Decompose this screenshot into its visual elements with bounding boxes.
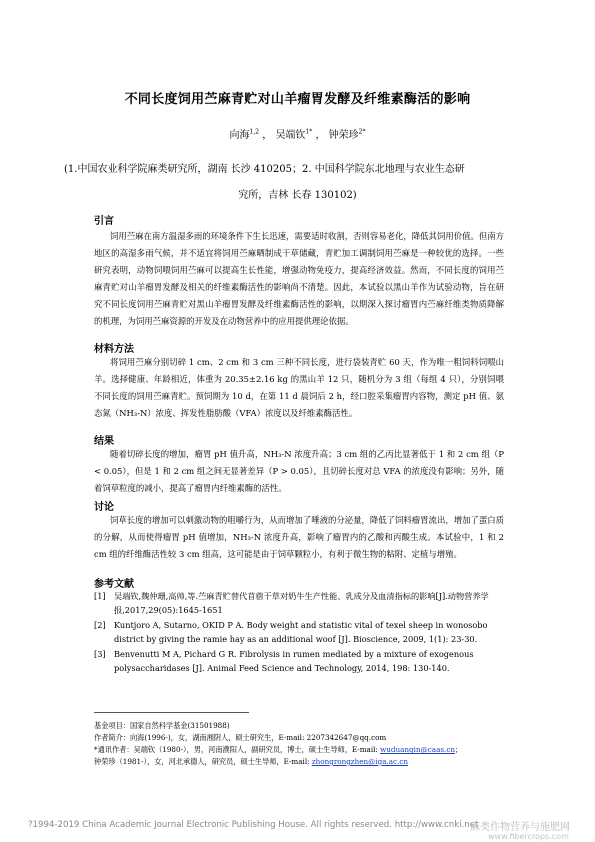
reference-item: [94, 647, 504, 675]
footnote-corresponding-2: [94, 756, 524, 768]
author-name: 吴端钦: [275, 130, 306, 141]
affiliation-line-2: 究所，吉林 长春 130102): [238, 190, 357, 201]
copyright-notice: ?1994-2019 China Academic Journal Electronic Publishing House. All rights reserved. http://www.cnki.net: [28, 820, 479, 830]
methods-paragraph: 将饲用苎麻分别切碎 1 cm、2 cm 和 3 cm 三种不同长度，进行袋装青贮 60 天，作为唯一粗饲料饲喂山羊。选择健康、年龄相近，体重为 20.35±2.16 kg 的黑山羊 12 只，随机分为 3 组（每组 4 只），分别饲喂不同长度的饲用苎麻青贮。预饲期为 10 d，在第 11 d 晨饲后 2 h，经口腔采集瘤胃内容物，测定 pH 值、氨态氮（NH₃-N）浓度、挥发性脂肪酸（VFA）浓度以及纤维素酶活性。: [94, 357, 504, 418]
site-watermark-url: www.fibercrops.com: [488, 832, 569, 841]
results-paragraph: 随着切碎长度的增加，瘤胃 pH 值升高，NH₃-N 浓度升高；3 cm 组的乙丙比显著低于 1 和 2 cm 组（P < 0.05），但是 1 和 2 cm 组之间无显著差异（P > 0.05），且切碎长度对总 VFA 的浓度没有影响；另外，随着饲草粒度的减小，提高了瘤胃内纤维素酶的活性。: [94, 449, 504, 493]
email-link[interactable]: zhongrongzhen@iga.ac.cn: [311, 757, 409, 766]
section-heading-results: 结果: [94, 436, 114, 447]
section-heading-methods: 材料方法: [94, 344, 134, 355]
footnote-corr1-suffix: ；: [455, 745, 463, 754]
email-link[interactable]: wuduanqin@caas.cn: [380, 745, 455, 754]
footnote-corr2-text: 钟荣珍（1981-），女，河北承德人，研究员，硕士生导师，E-mail:: [94, 757, 312, 766]
author-separator: ，: [262, 130, 273, 141]
footnote-corr1-text: *通讯作者：吴端钦（1980-），男，河南濮阳人，副研究员，博士，硕士生导师，E-mail:: [94, 745, 381, 754]
section-heading-references: 参考文献: [94, 579, 134, 590]
intro-paragraph: 饲用苎麻在南方温湿多雨的环境条件下生长迅速，需要适时收割，否则容易老化，降低其饲用价值。但南方地区的高湿多雨气候，并不适宜将饲用苎麻晒制成干草储藏，青贮加工调制饲用苎麻是一种较优的选择。一些研究表明，动物饲喂饲用苎麻可以提高生长性能，增强动物免疫力，提高经济效益。然而，不同长度的饲用苎麻青贮对山羊瘤胃发酵及相关的纤维素酶活性的影响尚不清楚。因此，本试验以黑山羊作为试验动物，旨在研究不同长度饲用苎麻青贮对黑山羊瘤胃发酵及纤维素酶活性的影响，以期深入探讨瘤胃内苎麻纤维类物质降解的机理，为饲用苎麻资源的开发及在动物营养中的应用提供理论依据。: [94, 231, 504, 326]
footnote-author-info: 作者简介：向海(1996-)，女，湖南湘阴人，硕士研究生，E-mail: 2207342647@qq.com: [94, 733, 387, 742]
author-affil-sup: 1*: [305, 128, 313, 136]
author-affil-sup: 1,2: [249, 128, 260, 136]
author-separator: ，: [315, 130, 326, 141]
reference-number: [1]: [94, 591, 106, 601]
affiliation-line-1: (1.中国农业科学院麻类研究所，湖南 长沙 410205；2. 中国科学院东北地理与农业生态研: [64, 164, 465, 175]
reference-number: [3]: [94, 649, 106, 659]
author-affil-sup: 2*: [358, 128, 366, 136]
reference-number: [2]: [94, 620, 106, 630]
reference-text: Kuntjoro A, Sutarno, OKID P A. Body weight and statistic vital of texel sheep in wonosobo district by giving the ramie hay as an additional woof [J]. Bioscience, 2009, 1(1): 23-30.: [114, 620, 488, 644]
discussion-paragraph: 饲草长度的增加可以刺激动物的咀嚼行为，从而增加了唾液的分泌量，降低了饲料瘤胃流出，增加了蛋白质的分解，从而使得瘤胃 pH 值增加，NH₃-N 浓度升高，影响了瘤胃内的乙酸和丙酸生成。本试验中，1 和 2 cm 组的纤维酶活性较 3 cm 组高，这可能是由于饲草颗粒小，有利于微生物的粘附、定植与增殖。: [94, 515, 504, 559]
author-name: 钟荣珍: [328, 130, 359, 141]
reference-text: 吴端钦,魏仲珊,高帅,等.苎麻青贮替代苜蓿干草对奶牛生产性能、乳成分及血清指标的影响[J].动物营养学报,2017,29(05):1645-1651: [114, 591, 489, 615]
footnote-divider: [94, 712, 249, 713]
site-watermark: 麻类作物营养与施肥网: [470, 822, 570, 833]
reference-item: [94, 589, 504, 617]
footnote-corresponding-1: [94, 744, 524, 756]
footnote-fund: 基金项目：国家自然科学基金(31501988): [94, 721, 230, 730]
section-heading-intro: 引言: [94, 216, 114, 227]
reference-item: [94, 618, 504, 646]
author-line: [0, 126, 595, 141]
reference-text: Benvenutti M A, Pichard G R. Fibrolysis in rumen mediated by a mixture of exogenous polysaccharidases [J]. Animal Feed Science and Technology, 2014, 198: 130-140.: [114, 649, 474, 673]
section-heading-discussion: 讨论: [94, 502, 114, 513]
author-name: 向海: [229, 130, 250, 141]
paper-title: 不同长度饲用苎麻青贮对山羊瘤胃发酵及纤维素酶活的影响: [124, 92, 471, 107]
